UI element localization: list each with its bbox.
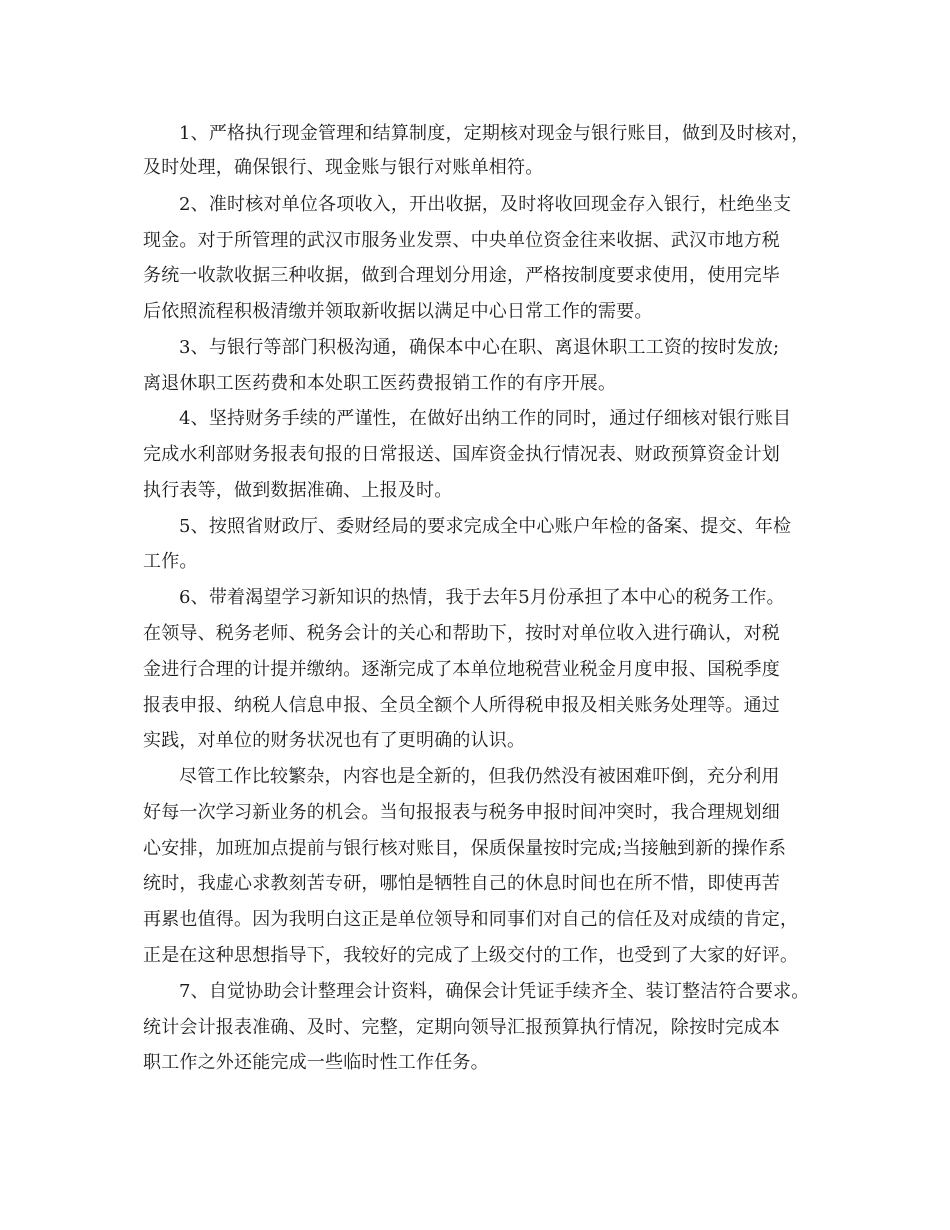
text-line: 在领导、税务老师、税务会计的关心和帮助下，按时对单位收入进行确认，对税: [143, 623, 780, 644]
text-line: 现金。对于所管理的武汉市服务业发票、中央单位资金往来收据、武汉市地方税: [143, 230, 780, 251]
text-line: 统计会计报表准确、及时、完整，定期向领导汇报预算执行情况，除按时完成本: [143, 1017, 780, 1038]
text-line: 职工作之外还能完成一些临时性工作任务。: [143, 1052, 489, 1073]
text-line: 后依照流程积极清缴并领取新收据以满足中心日常工作的需要。: [143, 301, 653, 322]
text-line: 7、自觉协助会计整理会计资料，确保会计凭证手续齐全、装订整洁符合要求。: [179, 981, 810, 1002]
text-line: 3、与银行等部门积极沟通，确保本中心在职、离退休职工工资的按时发放;: [179, 337, 780, 358]
text-line: 好每一次学习新业务的机会。当旬报报表与税务申报时间冲突时，我合理规划细: [143, 802, 780, 823]
text-line: 正是在这种思想指导下，我较好的完成了上级交付的工作，也受到了大家的好评。: [143, 945, 799, 966]
text-line: 金进行合理的计提并缴纳。逐渐完成了本单位地税营业税金月度申报、国税季度: [143, 659, 780, 680]
text-line: 5、按照省财政厅、委财经局的要求完成全中心账户年检的备案、提交、年检: [179, 516, 792, 537]
text-line: 心安排，加班加点提前与银行核对账目，保质保量按时完成;当接触到新的操作系: [143, 838, 787, 859]
text-line: 统时，我虚心求教刻苦专研，哪怕是牺牲自己的休息时间也在所不惜，即使再苦: [143, 873, 780, 894]
text-line: 4、坚持财务手续的严谨性，在做好出纳工作的同时，通过仔细核对银行账目: [179, 408, 792, 429]
text-line: 工作。: [143, 551, 198, 572]
text-line: 离退休职工医药费和本处职工医药费报销工作的有序开展。: [143, 373, 617, 394]
text-line: 完成水利部财务报表旬报的日常报送、国库资金执行情况表、财政预算资金计划: [143, 444, 780, 465]
text-line: 报表申报、纳税人信息申报、全员全额个人所得税申报及相关账务处理等。通过: [143, 695, 780, 716]
text-line: 务统一收款收据三种收据，做到合理划分用途，严格按制度要求使用，使用完毕: [143, 265, 780, 286]
text-line: 实践，对单位的财务状况也有了更明确的认识。: [143, 730, 526, 751]
text-line: 执行表等，做到数据准确、上报及时。: [143, 480, 453, 501]
text-line: 再累也值得。因为我明白这正是单位领导和同事们对自己的信任及对成绩的肯定，: [143, 909, 799, 930]
text-line: 1、严格执行现金管理和结算制度，定期核对现金与银行账目，做到及时核对，: [179, 123, 810, 144]
text-line: 6、带着渴望学习新知识的热情，我于去年5月份承担了本中心的税务工作。: [179, 587, 785, 608]
text-line: 2、准时核对单位各项收入，开出收据，及时将收回现金存入银行，杜绝坐支: [179, 194, 792, 215]
text-line: 及时处理，确保银行、现金账与银行对账单相符。: [143, 157, 544, 178]
text-line: 尽管工作比较繁杂，内容也是全新的，但我仍然没有被困难吓倒，充分利用: [179, 766, 780, 787]
